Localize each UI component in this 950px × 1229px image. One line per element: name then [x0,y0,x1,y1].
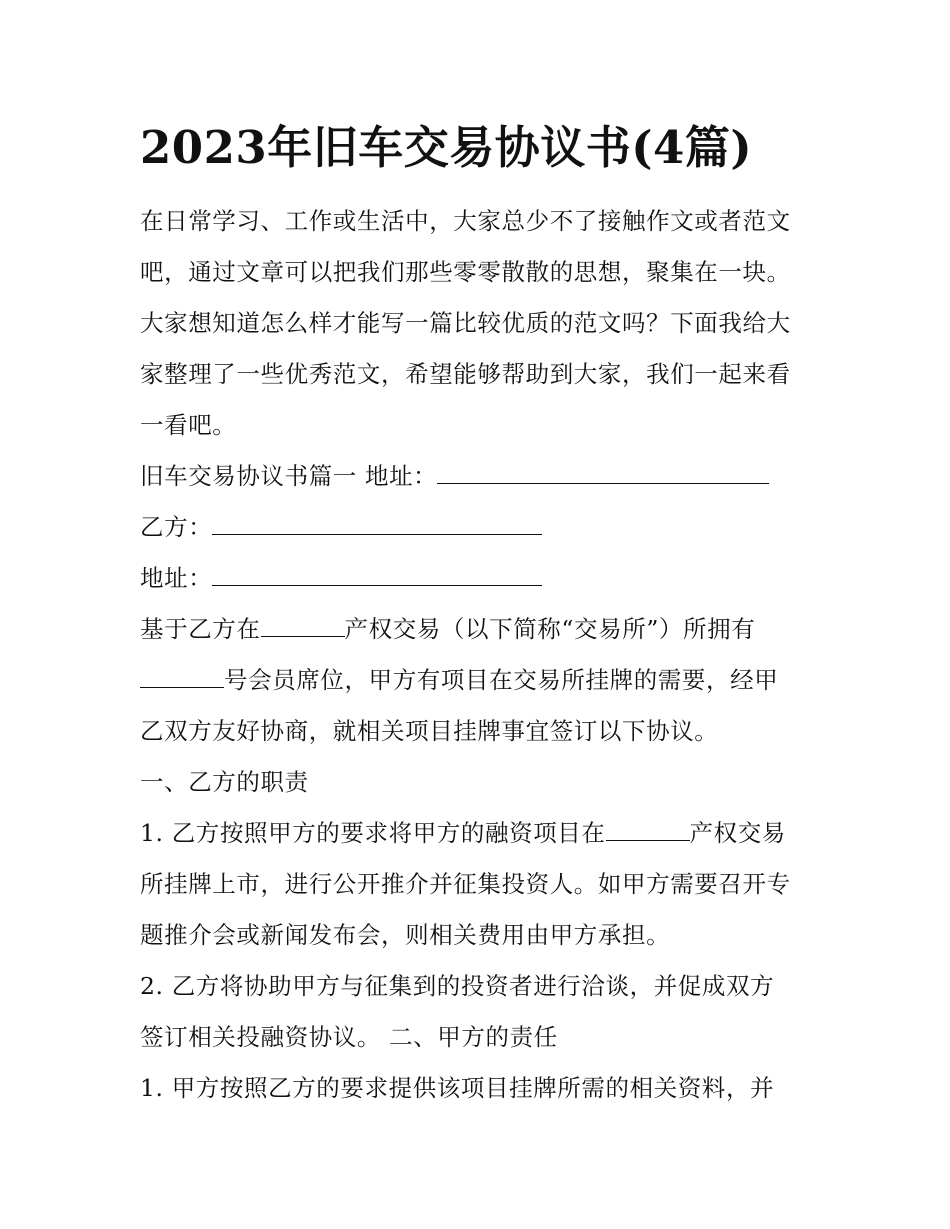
section-1-heading: 一、乙方的职责 [140,768,309,796]
preamble-line-2 [140,663,830,697]
party-b-line [140,510,830,544]
seat-number-blank [140,665,224,688]
item-1-text-b: 产权交易 [689,819,786,847]
preamble-text-a: 基于乙方在 [140,615,261,643]
exchange-blank-2 [606,818,690,841]
intro-line-1: 在日常学习、工作或生活中，大家总少不了接触作文或者范文 [140,207,791,235]
intro-line-5: 一看吧。 [140,411,237,439]
exchange-name-blank [261,614,345,637]
document-title: 2023年旧车交易协议书(4篇) [140,121,753,174]
intro-line-3: 大家想知道怎么样才能写一篇比较优质的范文吗？下面我给大 [140,309,791,337]
address-blank [437,461,769,484]
address-label: 地址： [140,564,213,592]
item-1-text-a: 1. 乙方按照甲方的要求将甲方的融资项目在 [140,819,606,847]
section-1-item-1-line-2: 所挂牌上市，进行公开推介并征集投资人。如甲方需要召开专 [140,870,791,898]
preamble-text-b: 产权交易（以下简称“交易所”）所拥有 [344,615,756,643]
party-b-blank [212,512,542,535]
intro-line-2: 吧，通过文章可以把我们那些零零散散的思想，聚集在一块。 [140,258,791,286]
section-1-item-2-line-1: 2. 乙方将协助甲方与征集到的投资者进行洽谈，并促成双方 [140,972,775,1000]
section-1-item-1-line-3: 题推介会或新闻发布会，则相关费用由甲方承担。 [140,921,671,949]
preamble-text-c: 号会员席位，甲方有项目在交易所挂牌的需要，经甲 [224,666,779,694]
preamble-line-1 [140,612,830,646]
intro-line-4: 家整理了一些优秀范文，希望能够帮助到大家，我们一起来看 [140,360,791,388]
preamble-line-3: 乙双方友好协商，就相关项目挂牌事宜签订以下协议。 [140,717,719,745]
party-b-label: 乙方： [140,513,213,541]
section-1-item-1-line-1 [140,816,830,850]
heading-address-label: 旧车交易协议书篇一 地址： [140,462,438,490]
address-blank-2 [212,563,542,586]
heading-address-line [140,459,830,493]
section-1-item-2-line-2: 签订相关投融资协议。 二、甲方的责任 [140,1023,558,1051]
section-2-item-1-line-1: 1. 甲方按照乙方的要求提供该项目挂牌所需的相关资料，并 [140,1074,775,1102]
address-line [140,561,830,595]
